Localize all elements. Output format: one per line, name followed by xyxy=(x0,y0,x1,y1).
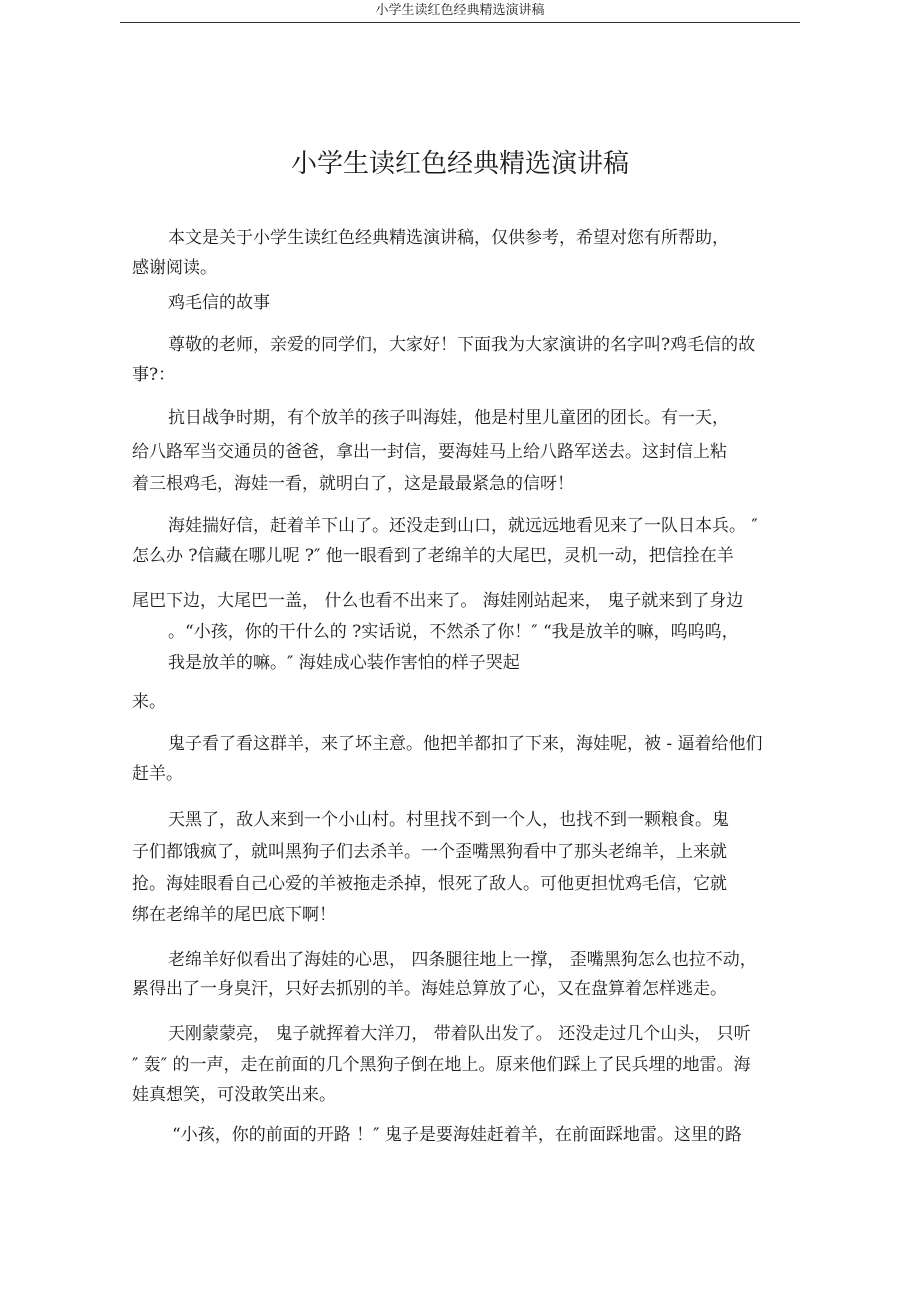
paragraph-line: 尊敬的老师，亲爱的同学们，大家好！下面我为大家演讲的名字叫?鸡毛信的故 xyxy=(168,335,756,355)
paragraph-line: 怎么办 ?信藏在哪儿呢 ?″ 他一眼看到了老绵羊的大尾巴，灵机一动，把信拴在羊 xyxy=(132,546,734,566)
paragraph-line: 老绵羊好似看出了海娃的心思， 四条腿往地上一撑， 歪嘴黑狗怎么也拉不动， xyxy=(168,950,757,970)
paragraph-line: 事?： xyxy=(132,365,176,385)
document-title: 小学生读红色经典精选演讲稿 xyxy=(290,149,629,179)
paragraph-line: 我是放羊的嘛。″ 海娃成心装作害怕的样子哭起 xyxy=(168,653,520,673)
paragraph-line: 赶羊。 xyxy=(132,764,183,784)
paragraph-line: 感谢阅读。 xyxy=(132,258,217,278)
header-divider xyxy=(120,22,800,23)
paragraph-line: 来。 xyxy=(132,692,166,712)
paragraph-line: 给八路军当交通员的爸爸，拿出一封信，要海娃马上给八路军送去。这封信上粘 xyxy=(132,442,727,462)
paragraph-line: 天黑了，敌人来到一个小山村。村里找不到一个人，也找不到一颗粮食。鬼 xyxy=(168,810,729,830)
paragraph-line: 娃真想笑，可没敢笑出来。 xyxy=(132,1085,336,1105)
paragraph-line: 海娃揣好信，赶着羊下山了。还没走到山口，就远远地看见来了一队日本兵。 ″ xyxy=(168,516,758,536)
paragraph-line: 本文是关于小学生读红色经典精选演讲稿，仅供参考，希望对您有所帮助， xyxy=(168,228,729,248)
paragraph-line: 绑在老绵羊的尾巴底下啊！ xyxy=(132,905,336,925)
paragraph-line: “小孩，你的前面的开路 ！″ 鬼子是要海娃赶着羊，在前面踩地雷。这里的路 xyxy=(172,1125,742,1145)
paragraph-line: 着三根鸡毛，海娃一看，就明白了，这是最最紧急的信呀！ xyxy=(132,474,574,494)
paragraph-line: 抗日战争时期，有个放羊的孩子叫海娃，他是村里儿童团的团长。有一天， xyxy=(168,408,729,428)
paragraph-line: 尾巴下边，大尾巴一盖， 什么也看不出来了。 海娃刚站起来， 鬼子就来到了身边 xyxy=(132,591,744,611)
paragraph-line: 抢。海娃眼看自己心爱的羊被拖走杀掉，恨死了敌人。可他更担忧鸡毛信，它就 xyxy=(132,874,727,894)
running-header: 小学生读红色经典精选演讲稿 xyxy=(375,3,545,18)
paragraph-line: 鬼子看了看这群羊，来了坏主意。他把羊都扣了下来，海娃呢，被 - 逼着给他们 xyxy=(168,734,763,754)
paragraph-line: 天刚蒙蒙亮， 鬼子就挥着大洋刀， 带着队出发了。 还没走过几个山头， 只听 xyxy=(168,1024,751,1044)
section-heading: 鸡毛信的故事 xyxy=(168,293,270,313)
paragraph-line: 子们都饿疯了，就叫黑狗子们去杀羊。一个歪嘴黑狗看中了那头老绵羊，上来就 xyxy=(132,842,727,862)
paragraph-line: ″ 轰″ 的一声，走在前面的几个黑狗子倒在地上。原来他们踩上了民兵埋的地雷。海 xyxy=(132,1055,751,1075)
paragraph-line: 累得出了一身臭汗，只好去抓别的羊。海娃总算放了心，又在盘算着怎样逃走。 xyxy=(132,979,727,999)
paragraph-line: 。“小孩，你的干什么的 ?实话说，不然杀了你！″ “我是放羊的嘛，呜呜呜， xyxy=(168,622,739,642)
